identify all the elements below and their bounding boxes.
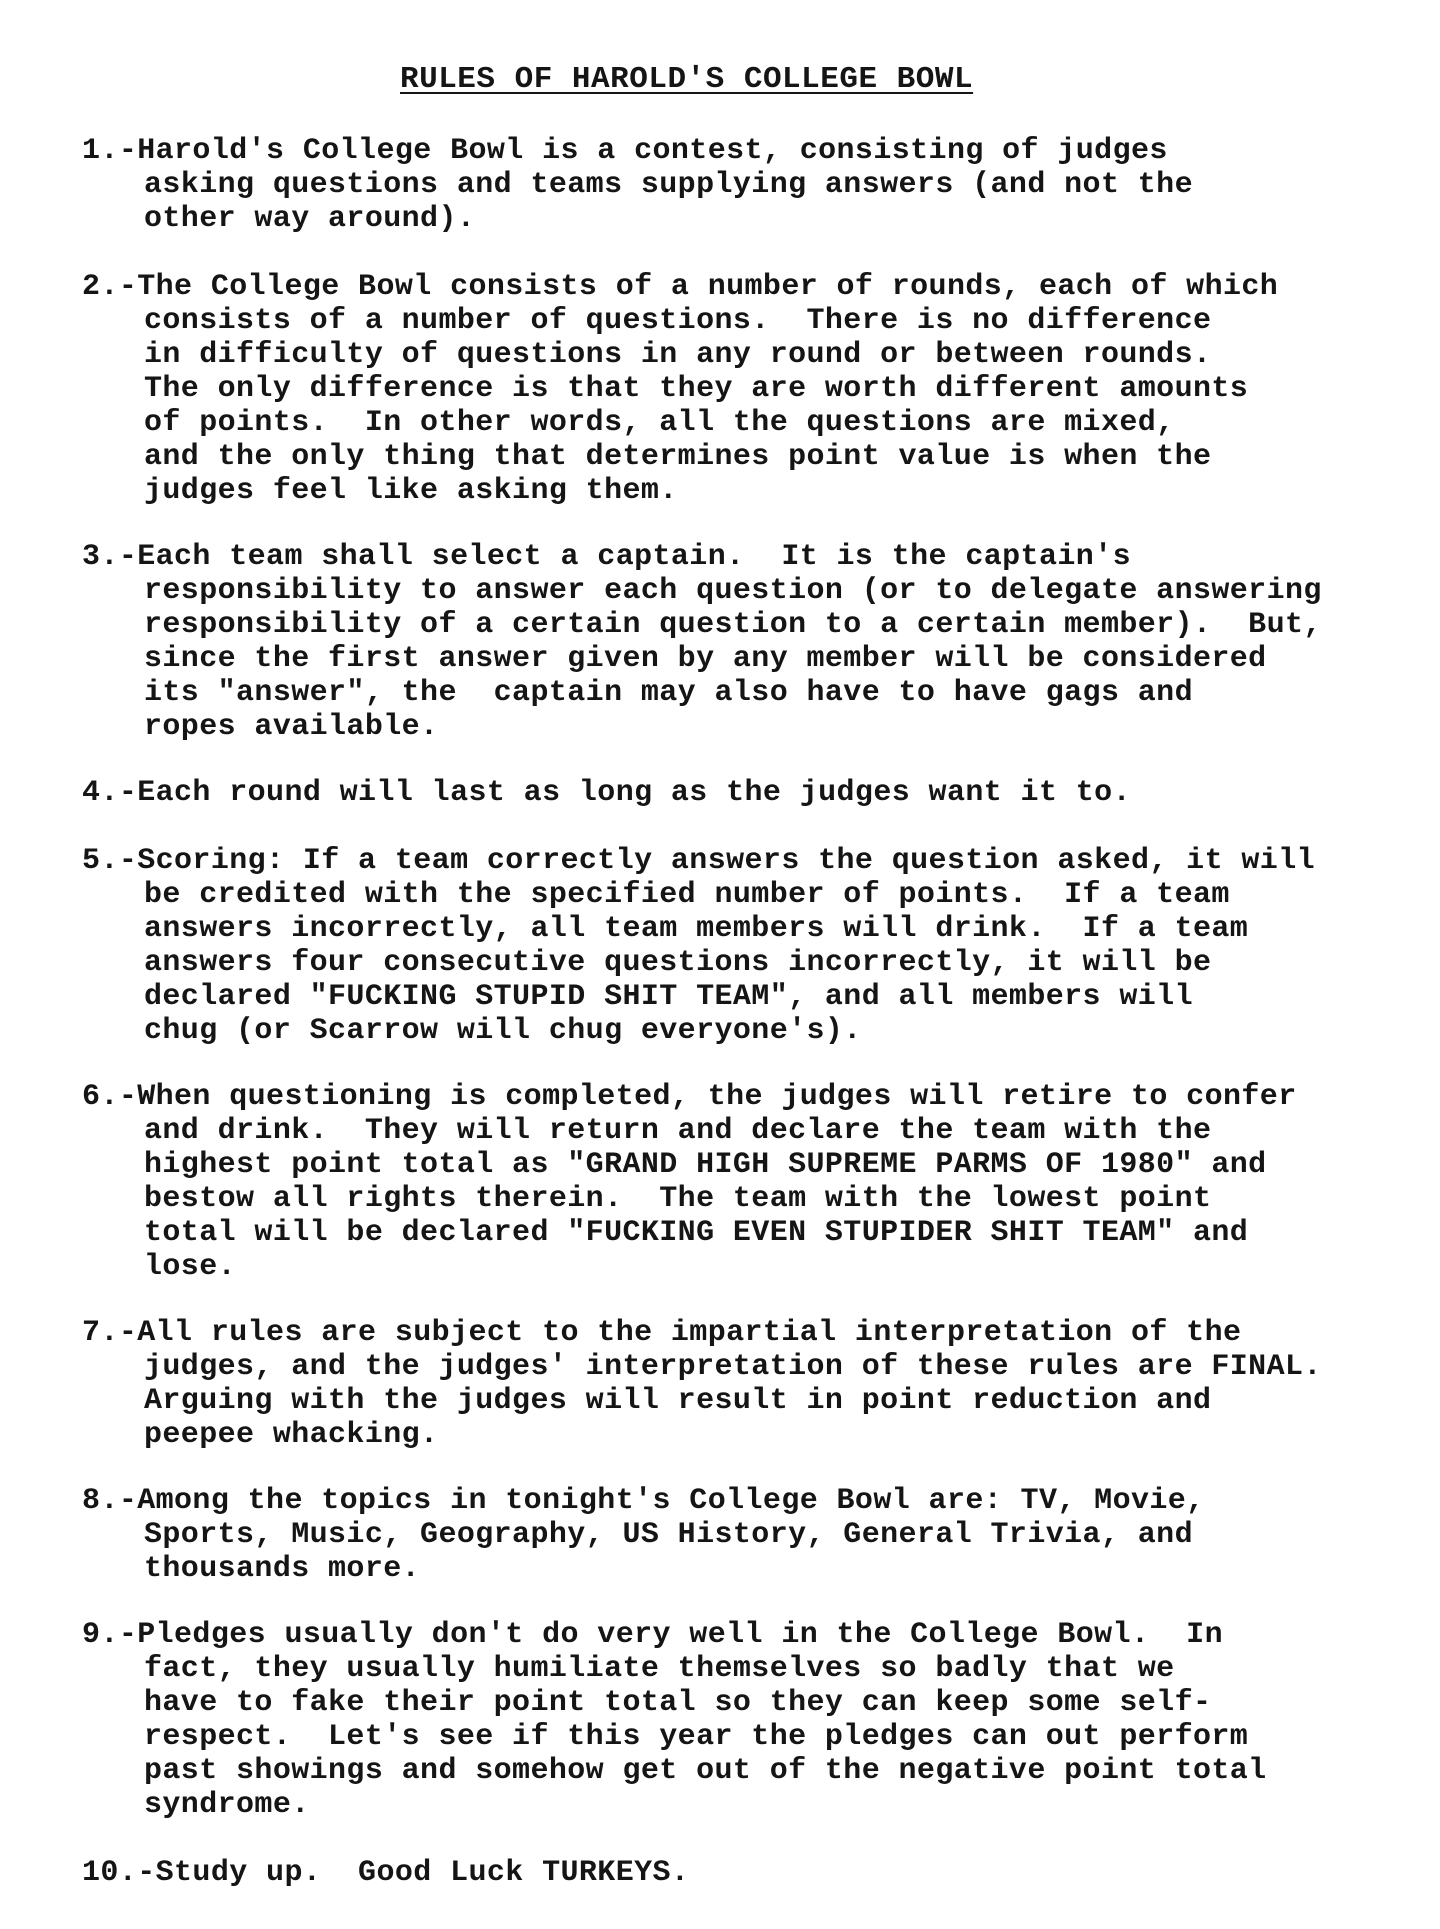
rule-line: 3.-Each team shall select a captain. It is the captain's bbox=[82, 540, 1131, 574]
rule-line: 8.-Among the topics in tonight's College Bowl are: TV, Movie, bbox=[82, 1484, 1205, 1518]
rule-line: and drink. They will return and declare the team with the bbox=[144, 1114, 1212, 1148]
rule-line: judges feel like asking them. bbox=[144, 474, 678, 508]
rule-number: 1. bbox=[82, 134, 119, 168]
rule-number: 6. bbox=[82, 1080, 119, 1114]
rule-6 bbox=[82, 1080, 1432, 1284]
rule-9 bbox=[82, 1618, 1432, 1822]
rule-line: 6.-When questioning is completed, the judges will retire to confer bbox=[82, 1080, 1297, 1114]
rule-number: 5. bbox=[82, 844, 119, 878]
rule-line: fact, they usually humiliate themselves so badly that we bbox=[144, 1652, 1175, 1686]
rule-number: 8. bbox=[82, 1484, 119, 1518]
rule-line: have to fake their point total so they can keep some self- bbox=[144, 1686, 1212, 1720]
rule-line: and the only thing that determines point value is when the bbox=[144, 440, 1212, 474]
rule-number: 10. bbox=[82, 1856, 138, 1890]
rule-line: 2.-The College Bowl consists of a number of rounds, each of which bbox=[82, 270, 1279, 304]
rule-7 bbox=[82, 1316, 1432, 1452]
rule-line: other way around). bbox=[144, 202, 476, 236]
rule-line: judges, and the judges' interpretation of these rules are FINAL. bbox=[144, 1350, 1322, 1384]
rule-line: lose. bbox=[144, 1250, 237, 1284]
rule-line: answers four consecutive questions incorrectly, it will be bbox=[144, 946, 1212, 980]
rule-line: 10.-Study up. Good Luck TURKEYS. bbox=[82, 1856, 690, 1890]
rule-line: thousands more. bbox=[144, 1552, 421, 1586]
rule-line: Sports, Music, Geography, US History, General Trivia, and bbox=[144, 1518, 1193, 1552]
document-title: RULES OF HAROLD'S COLLEGE BOWL bbox=[400, 62, 974, 97]
rule-line: answers incorrectly, all team members will drink. If a team bbox=[144, 912, 1249, 946]
rule-line: in difficulty of questions in any round or between rounds. bbox=[144, 338, 1212, 372]
rule-2 bbox=[82, 270, 1432, 508]
rule-number: 2. bbox=[82, 270, 119, 304]
rule-8 bbox=[82, 1484, 1432, 1586]
rule-line: 5.-Scoring: If a team correctly answers the question asked, it will bbox=[82, 844, 1316, 878]
rule-line: Arguing with the judges will result in point reduction and bbox=[144, 1384, 1212, 1418]
rule-number: 7. bbox=[82, 1316, 119, 1350]
rule-line: be credited with the specified number of points. If a team bbox=[144, 878, 1230, 912]
rule-line: since the first answer given by any member will be considered bbox=[144, 642, 1267, 676]
rule-line: asking questions and teams supplying answers (and not the bbox=[144, 168, 1193, 202]
rule-line: ropes available. bbox=[144, 710, 439, 744]
rule-4 bbox=[82, 776, 1432, 810]
rule-line: highest point total as "GRAND HIGH SUPREME PARMS OF 1980" and bbox=[144, 1148, 1267, 1182]
rule-line: syndrome. bbox=[144, 1788, 310, 1822]
rule-number: 3. bbox=[82, 540, 119, 574]
rule-line: The only difference is that they are worth different amounts bbox=[144, 372, 1249, 406]
rule-5 bbox=[82, 844, 1432, 1048]
rule-3 bbox=[82, 540, 1432, 744]
rule-line: chug (or Scarrow will chug everyone's). bbox=[144, 1014, 862, 1048]
rule-number: 9. bbox=[82, 1618, 119, 1652]
rule-10 bbox=[82, 1856, 1432, 1890]
rule-line: consists of a number of questions. There is no difference bbox=[144, 304, 1212, 338]
rule-line: 1.-Harold's College Bowl is a contest, consisting of judges bbox=[82, 134, 1168, 168]
rule-line: peepee whacking. bbox=[144, 1418, 439, 1452]
rule-number: 4. bbox=[82, 776, 119, 810]
rule-1 bbox=[82, 134, 1432, 236]
rule-line: past showings and somehow get out of the negative point total bbox=[144, 1754, 1267, 1788]
rule-line: declared "FUCKING STUPID SHIT TEAM", and all members will bbox=[144, 980, 1193, 1014]
rule-line: 7.-All rules are subject to the impartial interpretation of the bbox=[82, 1316, 1242, 1350]
rule-line: bestow all rights therein. The team with the lowest point bbox=[144, 1182, 1212, 1216]
rule-line: responsibility to answer each question (or to delegate answering bbox=[144, 574, 1322, 608]
rule-line: of points. In other words, all the questions are mixed, bbox=[144, 406, 1175, 440]
rule-line: total will be declared "FUCKING EVEN STUPIDER SHIT TEAM" and bbox=[144, 1216, 1249, 1250]
rule-line: its "answer", the captain may also have to have gags and bbox=[144, 676, 1193, 710]
rule-line: responsibility of a certain question to a certain member). But, bbox=[144, 608, 1322, 642]
rule-line: respect. Let's see if this year the pledges can out perform bbox=[144, 1720, 1249, 1754]
rule-line: 4.-Each round will last as long as the judges want it to. bbox=[82, 776, 1131, 810]
rule-line: 9.-Pledges usually don't do very well in the College Bowl. In bbox=[82, 1618, 1223, 1652]
